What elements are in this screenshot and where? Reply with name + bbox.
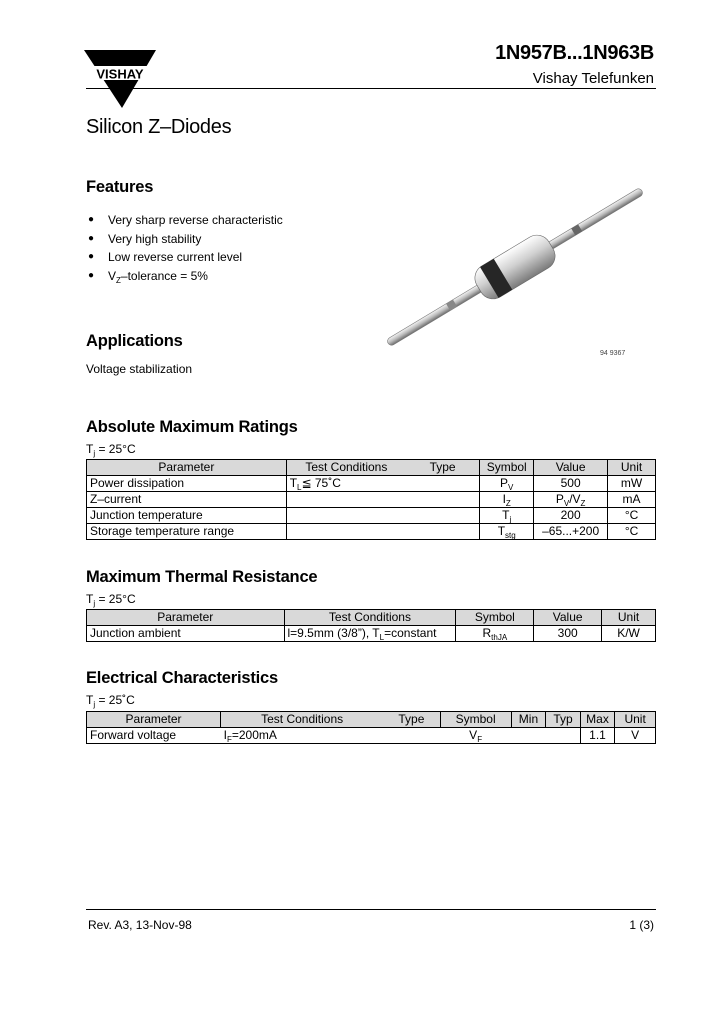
list-item: ● Very sharp reverse characteristic [88, 211, 283, 230]
symbol-cell: $V_F$ [440, 728, 511, 744]
bullet-icon: ● [88, 269, 95, 281]
unit-cell: mA [608, 492, 656, 508]
type-cell [383, 728, 440, 744]
value-cell: –65...+200 [534, 524, 608, 540]
diode-illustration [380, 185, 650, 350]
param-cell: Junction temperature [87, 508, 287, 524]
value-cell: 200 [534, 508, 608, 524]
value-cell: 300 [534, 626, 602, 642]
abs-max-condition: $T_j = 25^\circ C$ [86, 442, 136, 458]
param-cell: Storage temperature range [87, 524, 287, 540]
thermal-heading: Maximum Thermal Resistance [86, 568, 318, 586]
typ-cell [546, 728, 581, 744]
table-header-row [87, 712, 656, 728]
company-name: Vishay Telefunken [532, 70, 654, 87]
cond-cell [286, 508, 406, 524]
param-cell: Forward voltage [87, 728, 221, 744]
max-cell: 1.1 [580, 728, 615, 744]
table-row [87, 492, 656, 508]
symbol-cell: $T_{stg}$ [480, 524, 534, 540]
table-row [87, 508, 656, 524]
features-heading: Features [86, 178, 154, 196]
symbol-cell: $I_Z$ [480, 492, 534, 508]
col-parameter: Parameter [87, 712, 221, 728]
table-header-row [87, 460, 656, 476]
unit-cell: mW [608, 476, 656, 492]
col-parameter: Parameter [87, 610, 285, 626]
electrical-table [86, 711, 656, 744]
header-rule [86, 88, 656, 89]
type-cell [406, 492, 480, 508]
list-item: ● Very high stability [88, 230, 283, 249]
col-max: Max [580, 712, 615, 728]
min-cell [511, 728, 546, 744]
table-row [87, 728, 656, 744]
unit-cell: °C [608, 524, 656, 540]
value-cell: $P_V/V_Z$ [534, 492, 608, 508]
col-value: Value [534, 610, 602, 626]
electrical-heading: Electrical Characteristics [86, 669, 278, 687]
col-value: Value [534, 460, 608, 476]
col-test-conditions: Test Conditions [284, 610, 456, 626]
type-cell [406, 476, 480, 492]
features-list [88, 211, 283, 285]
col-symbol: Symbol [456, 610, 534, 626]
param-cell: Z–current [87, 492, 287, 508]
list-item: ● $V_Z$–tolerance = 5% [88, 268, 208, 285]
cond-cell: l=9.5mm (3/8”), $T_L=constant$ [284, 626, 456, 642]
symbol-cell: $T_j$ [480, 508, 534, 524]
value-cell: 500 [534, 476, 608, 492]
col-symbol: Symbol [480, 460, 534, 476]
unit-cell: K/W [602, 626, 656, 642]
symbol-cell: $P_V$ [480, 476, 534, 492]
col-test-conditions: Test Conditions [221, 712, 384, 728]
abs-max-table [86, 459, 656, 540]
thermal-condition: $T_j = 25^\circ C$ [86, 592, 136, 608]
col-symbol: Symbol [440, 712, 511, 728]
unit-cell: V [615, 728, 656, 744]
col-test-conditions: Test Conditions [286, 460, 406, 476]
col-min: Min [511, 712, 546, 728]
page-title: Silicon Z–Diodes [86, 116, 232, 138]
table-row [87, 524, 656, 540]
part-number: 1N957B...1N963B [495, 42, 654, 64]
applications-heading: Applications [86, 332, 183, 350]
col-typ: Typ [546, 712, 581, 728]
cond-cell [286, 492, 406, 508]
abs-max-heading: Absolute Maximum Ratings [86, 418, 298, 436]
table-header-row [87, 610, 656, 626]
bullet-icon: ● [88, 232, 95, 244]
cond-cell [286, 524, 406, 540]
col-unit: Unit [602, 610, 656, 626]
electrical-condition: $T_j$ = 25˚C [86, 693, 135, 709]
table-row [87, 476, 656, 492]
table-row [87, 626, 656, 642]
bullet-icon: ● [88, 251, 95, 262]
col-type: Type [383, 712, 440, 728]
list-item: ● Low reverse current level [88, 248, 283, 267]
bullet-icon: ● [88, 214, 95, 225]
vishay-logo [84, 50, 156, 110]
param-cell: Power dissipation [87, 476, 287, 492]
type-cell [406, 508, 480, 524]
param-cell: Junction ambient [87, 626, 285, 642]
cond-cell: $I_F=200mA$ [221, 728, 384, 744]
thermal-table [86, 609, 656, 642]
page-number: 1 (3) [629, 918, 654, 932]
col-type: Type [406, 460, 480, 476]
footer-rule [86, 909, 656, 910]
type-cell [406, 524, 480, 540]
applications-text: Voltage stabilization [86, 362, 193, 376]
figure-label: 94 9367 [600, 350, 626, 357]
symbol-cell: $R_{thJA}$ [456, 626, 534, 642]
vishay-logo-text: VISHAY [96, 66, 144, 82]
col-unit: Unit [615, 712, 656, 728]
col-unit: Unit [608, 460, 656, 476]
unit-cell: °C [608, 508, 656, 524]
col-parameter: Parameter [87, 460, 287, 476]
revision-info: Rev. A3, 13-Nov-98 [88, 918, 192, 932]
cond-cell: $T_L≦$ 75˚C [286, 476, 406, 492]
